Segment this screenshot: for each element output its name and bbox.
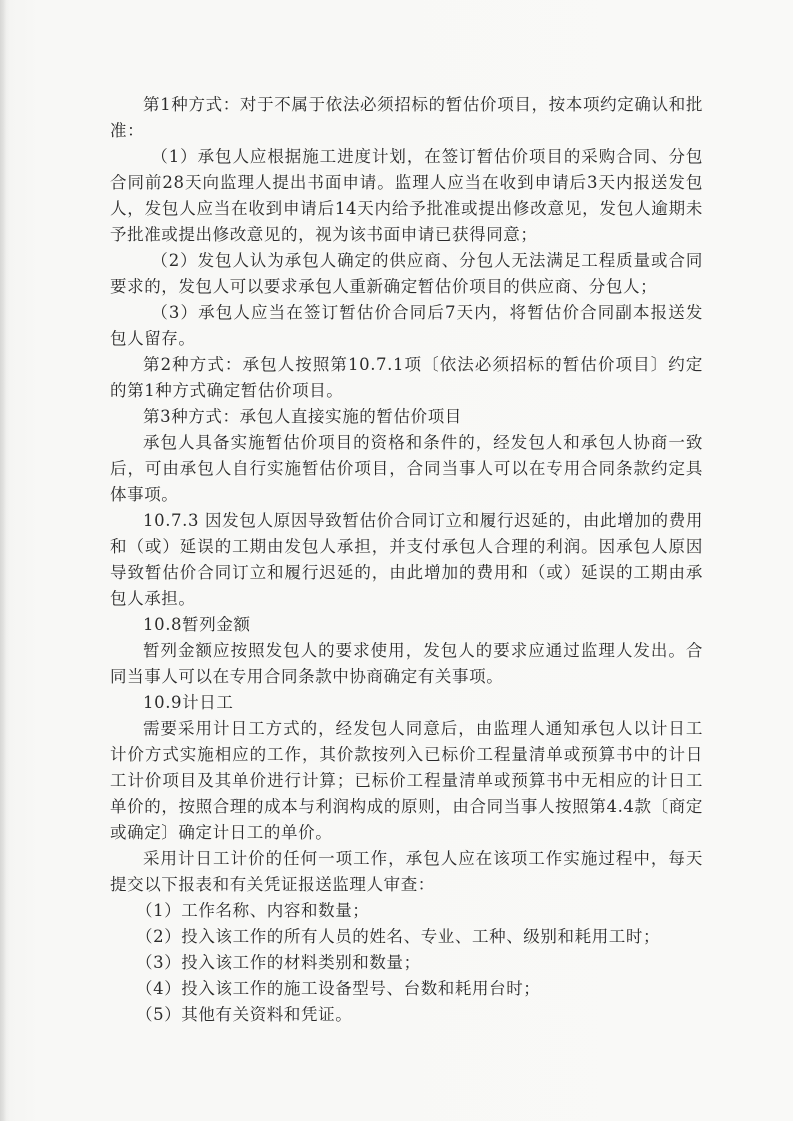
paragraph-daywork-method: 需要采用计日工方式的，经发包人同意后，由监理人通知承包人以计日工计价方式实施相应的工作，其价款按列入已标价工程量清单或预算书中的计日工计价项目及其单价进行计算；已标价工程量清单或预算书中无相应的计日工单价的，按照合理的成本与利润构成的原则，由合同当事人按照第4.4款〔商定或确定〕确定计日工的单价。: [110, 719, 703, 842]
list-item-5: （5）其他有关资料和凭证。: [136, 1005, 353, 1024]
paragraph-daywork-reports: 采用计日工计价的任何一项工作，承包人应在该项工作实施过程中，每天提交以下报表和有关凭证报送监理人审查：: [110, 849, 703, 894]
paragraph-method-3-body: 承包人具备实施暂估价项目的资格和条件的，经发包人和承包人协商一致后，可由承包人自行实施暂估价项目，合同当事人可以在专用合同条款约定具体事项。: [110, 433, 703, 504]
paragraph-item-2: （2）发包人认为承包人确定的供应商、分包人无法满足工程质量或合同要求的，发包人可以要求承包人重新确定暂估价项目的供应商、分包人；: [110, 251, 703, 296]
list-item-3: （3）投入该工作的材料类别和数量；: [136, 953, 421, 972]
scan-edge-shadow: [0, 0, 6, 1121]
paragraph-method-2: 第2种方式：承包人按照第10.7.1项〔依法必须招标的暂估价项目〕约定的第1种方式确定暂估价项目。: [110, 355, 703, 400]
section-heading-10-8: 10.8暂列金额: [143, 615, 251, 634]
list-item-1: （1）工作名称、内容和数量；: [136, 901, 370, 920]
paragraph-item-3: （3）承包人应当在签订暂估价合同后7天内，将暂估价合同副本报送发包人留存。: [110, 303, 703, 348]
paragraph-method-1: 第1种方式：对于不属于依法必须招标的暂估价项目，按本项约定确认和批准：: [110, 95, 703, 140]
list-item-4: （4）投入该工作的施工设备型号、台数和耗用台时；: [136, 979, 541, 998]
section-heading-10-9: 10.9计日工: [143, 693, 234, 712]
list-item-2: （2）投入该工作的所有人员的姓名、专业、工种、级别和耗用工时；: [136, 927, 661, 946]
paragraph-10-7-3: 10.7.3 因发包人原因导致暂估价合同订立和履行迟延的，由此增加的费用和（或）延误的工期由发包人承担，并支付承包人合理的利润。因承包人原因导致暂估价合同订立和履行迟延的，由此增加的费用和（或）延误的工期由承包人承担。: [110, 511, 703, 608]
paragraph-method-3-heading: 第3种方式：承包人直接实施的暂估价项目: [143, 407, 462, 426]
paragraph-item-1: （1）承包人应根据施工进度计划，在签订暂估价项目的采购合同、分包合同前28天向监理人提出书面申请。监理人应当在收到申请后3天内报送发包人，发包人应当在收到申请后14天内给予批准或提出修改意见，发包人逾期未予批准或提出修改意见的，视为该书面申请已获得同意；: [110, 147, 703, 244]
paragraph-provisional-sum: 暂列金额应按照发包人的要求使用，发包人的要求应通过监理人发出。合同当事人可以在专用合同条款中协商确定有关事项。: [110, 641, 703, 686]
